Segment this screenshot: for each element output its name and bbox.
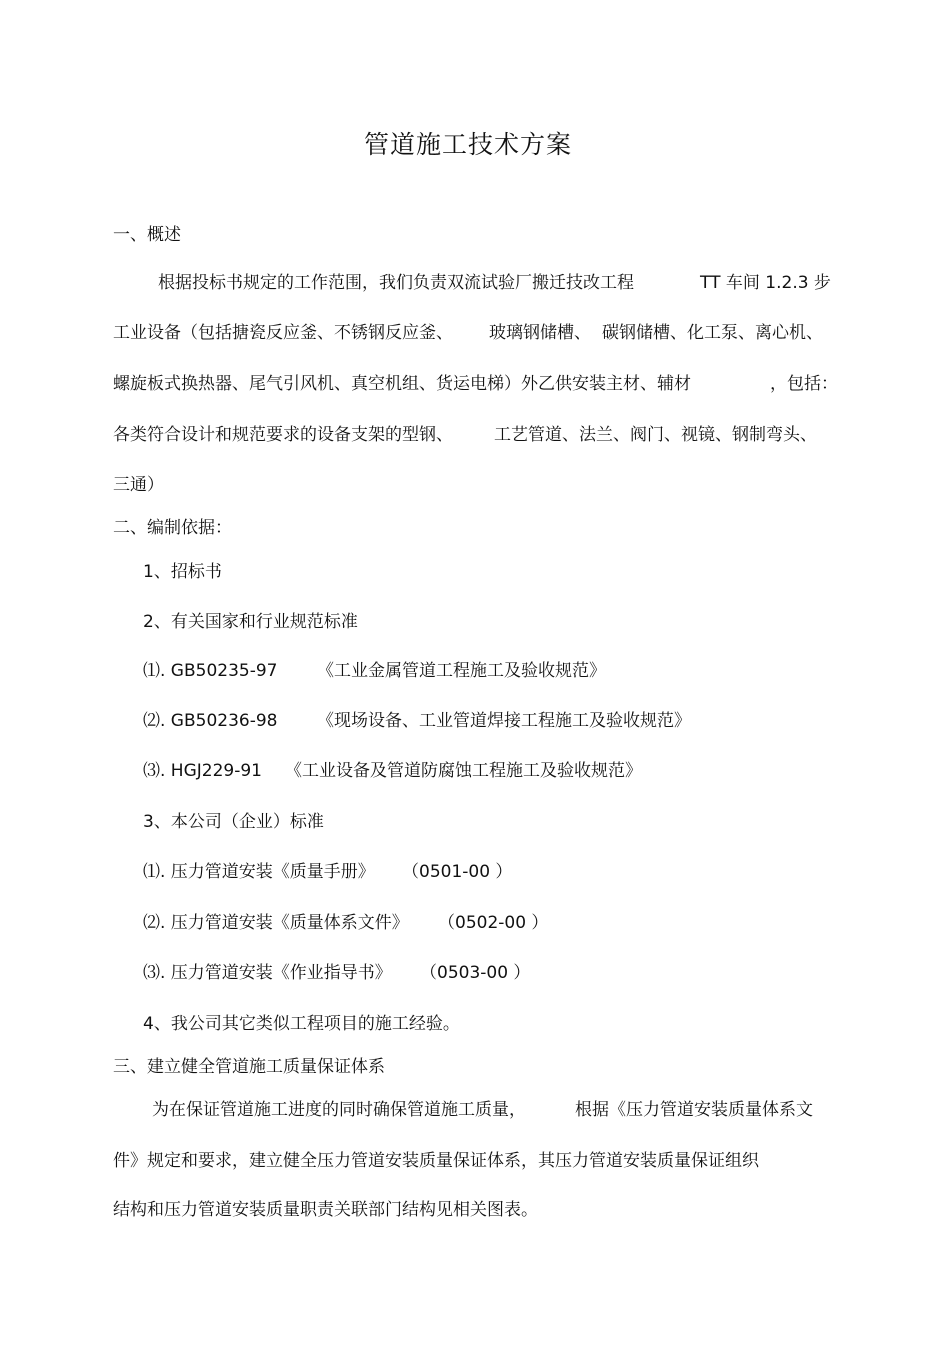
section-heading-overview: 一、概述	[113, 225, 181, 245]
standard-title: 《工业设备及管道防腐蚀工程施工及验收规范》	[285, 761, 642, 781]
list-item: 4、我公司其它类似工程项目的施工经验。	[143, 1014, 460, 1034]
quality-text: 结构和压力管道安装质量职责关联部门结构见相关图表。	[113, 1200, 538, 1220]
overview-text: 根据投标书规定的工作范围，我们负责双流试验厂搬迁技改工程	[158, 273, 634, 293]
overview-text: ，包括：	[770, 374, 838, 394]
overview-text: 玻璃钢储槽、	[489, 323, 591, 343]
standard-code: ⑴. GB50235-97	[143, 661, 278, 681]
company-standard-code: （0503-00 ）	[420, 963, 531, 983]
overview-text: 三通）	[113, 475, 164, 495]
list-item: 3、本公司（企业）标准	[143, 812, 324, 832]
overview-text: 工业设备（包括搪瓷反应釜、不锈钢反应釜、	[113, 323, 453, 343]
company-standard: ⑴. 压力管道安装《质量手册》	[143, 862, 375, 882]
standard-code: ⑶. HGJ229-91	[143, 761, 262, 781]
quality-text: 为在保证管道施工进度的同时确保管道施工质量，	[152, 1100, 526, 1120]
company-standard-code: （0502-00 ）	[438, 913, 549, 933]
quality-text: 件》规定和要求，建立健全压力管道安装质量保证体系，其压力管道安装质量保证组织	[113, 1151, 759, 1171]
list-item: 2、有关国家和行业规范标准	[143, 612, 358, 632]
overview-text: 各类符合设计和规范要求的设备支架的型钢、	[113, 425, 453, 445]
company-standard-code: （0501-00 ）	[402, 862, 513, 882]
overview-text: 碳钢储槽、化工泵、离心机、	[602, 323, 823, 343]
overview-text: TT 车间 1.2.3 步	[700, 273, 831, 293]
standard-title: 《现场设备、工业管道焊接工程施工及验收规范》	[317, 711, 691, 731]
standard-title: 《工业金属管道工程施工及验收规范》	[317, 661, 606, 681]
overview-text: 螺旋板式换热器、尾气引风机、真空机组、货运电梯）外乙供安装主材、辅材	[113, 374, 691, 394]
company-standard: ⑵. 压力管道安装《质量体系文件》	[143, 913, 409, 933]
list-item: 1、招标书	[143, 562, 222, 582]
section-heading-quality: 三、建立健全管道施工质量保证体系	[113, 1057, 385, 1077]
document-title: 管道施工技术方案	[363, 130, 572, 159]
standard-code: ⑵. GB50236-98	[143, 711, 278, 731]
section-heading-basis: 二、编制依据：	[113, 518, 232, 538]
quality-text: 根据《压力管道安装质量体系文	[575, 1100, 813, 1120]
overview-text: 工艺管道、法兰、阀门、视镜、钢制弯头、	[494, 425, 817, 445]
company-standard: ⑶. 压力管道安装《作业指导书》	[143, 963, 392, 983]
